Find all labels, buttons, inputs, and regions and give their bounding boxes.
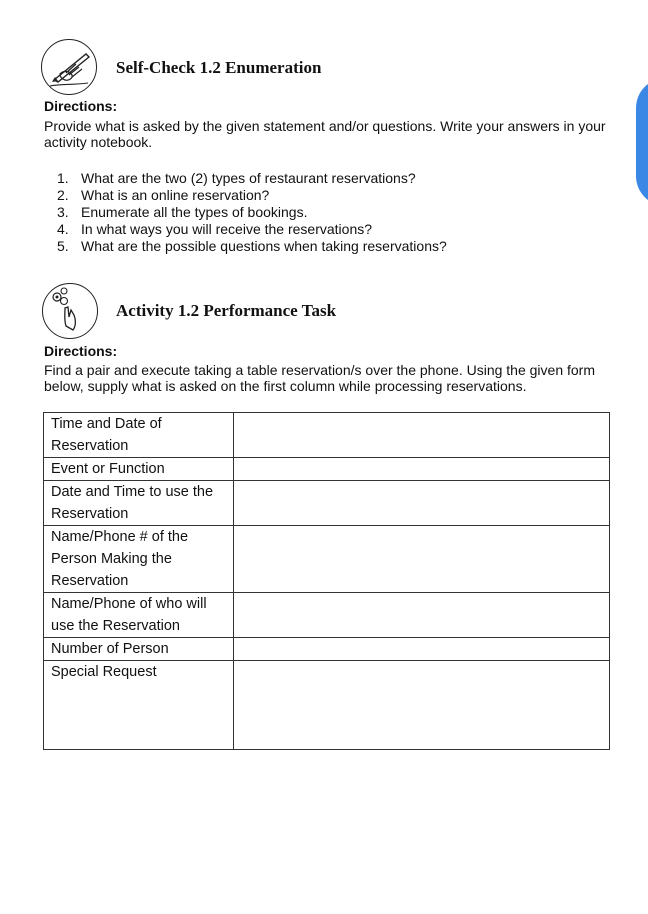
table-row	[44, 638, 610, 661]
form-field-who-will-use[interactable]	[234, 593, 610, 638]
form-label-time-date: Time and Date of Reservation	[44, 413, 234, 458]
form-label-person-making: Name/Phone # of the Person Making the Reservation	[44, 526, 234, 593]
writing-hand-icon	[41, 39, 97, 95]
self-check-title: Self-Check 1.2 Enumeration	[116, 58, 322, 77]
list-item: 3. Enumerate all the types of bookings.	[57, 204, 308, 220]
form-field-time-date[interactable]	[234, 413, 610, 458]
form-label-who-will-use: Name/Phone of who will use the Reservation	[44, 593, 234, 638]
table-row	[44, 661, 610, 750]
list-item: 5. What are the possible questions when taking reservations?	[57, 238, 447, 254]
hand-gears-icon	[42, 283, 98, 339]
list-item: 4. In what ways you will receive the reservations?	[57, 221, 373, 237]
form-field-number-of-person[interactable]	[234, 638, 610, 661]
form-field-special-request[interactable]	[234, 661, 610, 750]
table-row	[44, 481, 610, 526]
table-row	[44, 458, 610, 481]
table-row	[44, 526, 610, 593]
form-label-number-of-person: Number of Person	[44, 638, 234, 661]
form-label-special-request: Special Request	[44, 661, 234, 750]
reservation-form-table	[43, 412, 610, 750]
list-item: 1. What are the two (2) types of restaurant reservations?	[57, 170, 416, 186]
side-tab[interactable]	[636, 78, 648, 206]
activity-directions-label: Directions:	[44, 343, 118, 359]
question-list	[57, 170, 447, 255]
form-label-event: Event or Function	[44, 458, 234, 481]
form-field-person-making[interactable]	[234, 526, 610, 593]
form-field-event[interactable]	[234, 458, 610, 481]
self-check-directions-text: Provide what is asked by the given statement and/or questions. Write your answers in your activity notebook.	[44, 118, 606, 150]
list-item: 2. What is an online reservation?	[57, 187, 270, 203]
activity-directions-text: Find a pair and execute taking a table reservation/s over the phone. Using the given form below, supply what is asked on the first column while processing reservations.	[44, 362, 595, 394]
self-check-directions-label: Directions:	[44, 98, 118, 114]
table-row	[44, 593, 610, 638]
form-field-date-time-use[interactable]	[234, 481, 610, 526]
form-label-date-time-use: Date and Time to use the Reservation	[44, 481, 234, 526]
table-row	[44, 413, 610, 458]
activity-title: Activity 1.2 Performance Task	[116, 301, 337, 320]
